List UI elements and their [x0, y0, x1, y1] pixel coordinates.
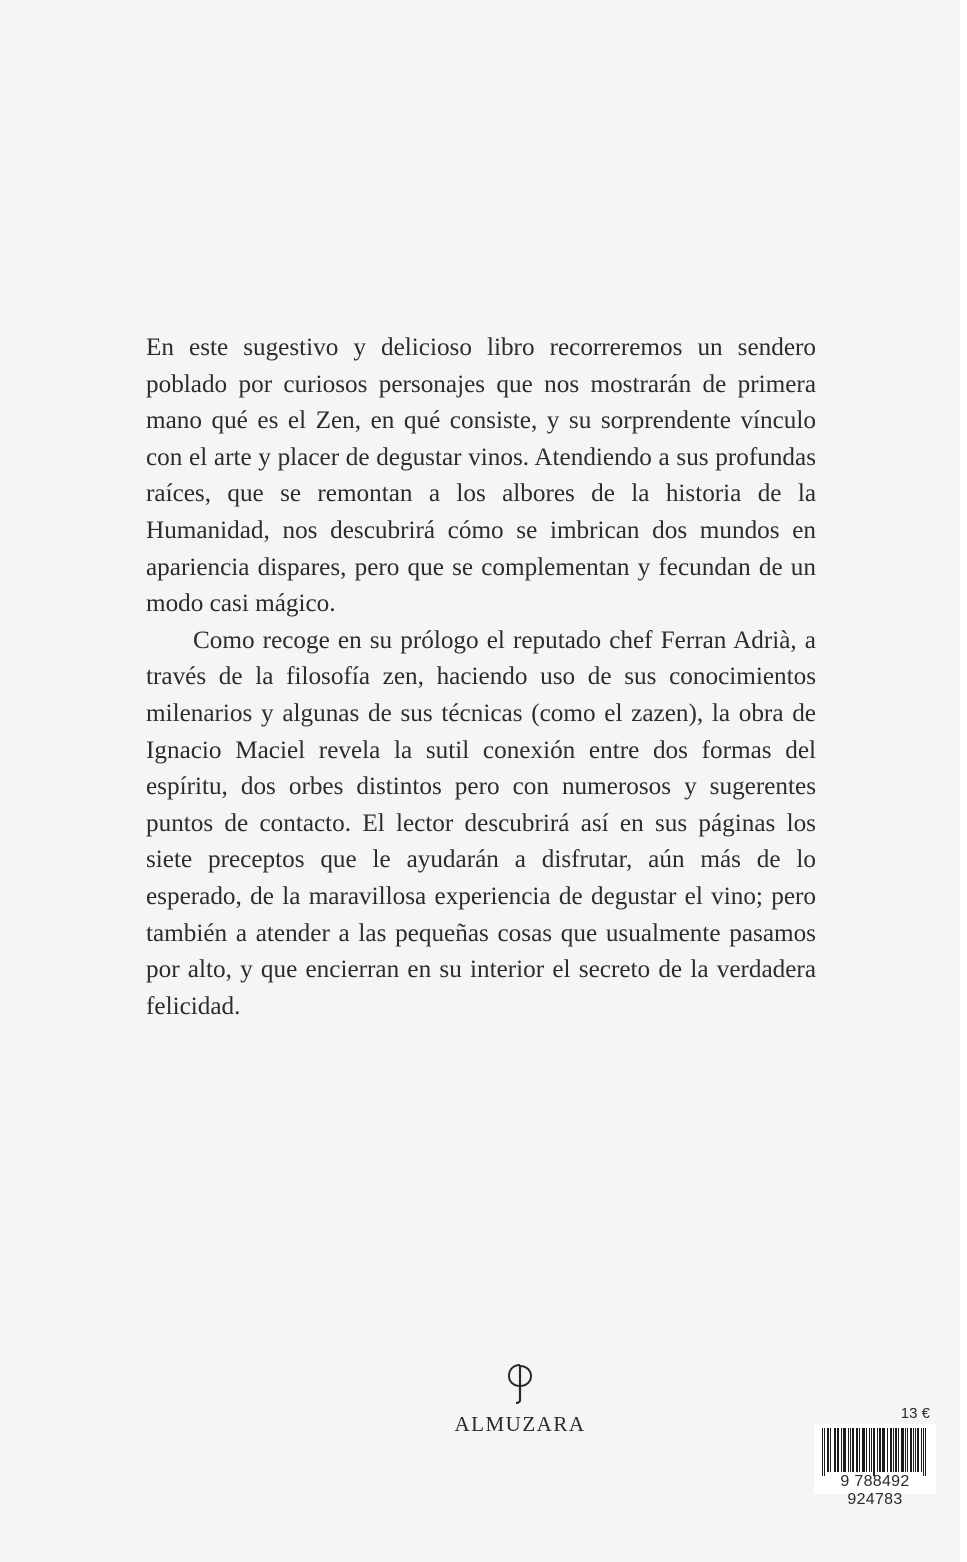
page-edge [960, 0, 967, 1562]
barcode-bar [902, 1428, 903, 1472]
barcode-bar [859, 1428, 860, 1472]
barcode-bar [834, 1428, 835, 1472]
barcode-bar [883, 1428, 884, 1472]
barcode-bar [864, 1428, 865, 1472]
barcode-bar [890, 1428, 891, 1472]
barcode-bar [918, 1428, 919, 1472]
barcode-bar [837, 1428, 838, 1472]
barcode-bar [857, 1428, 858, 1472]
barcode-bar [827, 1428, 828, 1472]
barcode-bar [910, 1428, 911, 1472]
barcode-bar [925, 1428, 926, 1476]
barcode-bar [891, 1428, 892, 1472]
barcode-bar [822, 1428, 823, 1476]
barcode-bar [844, 1428, 845, 1472]
barcode-bar [896, 1428, 897, 1472]
barcode-bar [913, 1428, 914, 1472]
barcode-bar [873, 1428, 874, 1476]
barcode-bar [838, 1428, 839, 1472]
barcode-bar [921, 1428, 922, 1472]
barcode-bar [907, 1428, 908, 1472]
barcode-bar [869, 1428, 870, 1472]
blurb-paragraph-1: En este sugestivo y delicioso libro recorreremos un sendero poblado por curiosos personajes que nos mostrarán de primera mano qué es el Zen, en qué consiste, y su sorprendente vínculo con el arte y placer de degustar vinos. Atendiendo a sus profundas raíces, que se remontan a los albores de la historia de la Humanidad, nos descubrirá cómo se imbrican dos mundos en apariencia dispares, pero que se complementan y fecundan de un modo casi mágico. [146, 334, 816, 618]
price-label: 13 € [900, 1405, 930, 1422]
blurb-paragraph-2: Como recoge en su prólogo el reputado chef Ferran Adrià, a través de la filosofía zen, haciendo uso de sus conocimientos milenarios y algunas de sus técnicas (como el zazen), la obra de Ignacio Maciel revela la sutil conexión entre dos formas del espíritu, dos orbes distintos pero con numerosos y sugerentes puntos de contacto. El lector descubrirá así en sus páginas los siete preceptos que le ayudarán a disfrutar, aún más de lo esperado, de la maravillosa experiencia de degustar el vino; pero también a atender a las pequeñas cosas que usualmente pasamos por alto, y que encierran en su interior el secreto de la verdadera felicidad. [146, 626, 816, 1020]
barcode-bar [879, 1428, 880, 1472]
barcode-bar [848, 1428, 849, 1472]
barcode-bar [828, 1428, 829, 1472]
barcode-bar [917, 1428, 918, 1472]
publisher-logo [440, 1362, 600, 1437]
barcode-bar [850, 1428, 851, 1472]
barcode-bar [901, 1428, 902, 1472]
barcode-bar [887, 1428, 888, 1472]
isbn-number: 9 788492 924783 [840, 1473, 910, 1508]
barcode-bar [871, 1428, 872, 1472]
barcode-bar [841, 1428, 842, 1472]
barcode-bar [863, 1428, 864, 1472]
barcode-bar [853, 1428, 854, 1472]
barcode-bar [905, 1428, 906, 1472]
barcode-bar [830, 1428, 831, 1472]
barcode-bar [874, 1428, 875, 1476]
barcode-bar [895, 1428, 896, 1472]
barcode-bar [893, 1428, 894, 1472]
barcode-bar [880, 1428, 881, 1472]
barcode-bar [835, 1428, 836, 1472]
barcode-bar [877, 1428, 878, 1472]
barcode-bar [856, 1428, 857, 1472]
barcode-bar [903, 1428, 904, 1472]
barcode-bar [884, 1428, 885, 1472]
barcode-bar [845, 1428, 846, 1472]
barcode-bar [862, 1428, 863, 1472]
publisher-name: ALMUZARA [454, 1412, 586, 1436]
almuzara-logo-icon [505, 1362, 535, 1404]
barcode-bar [824, 1428, 825, 1476]
blurb-text [146, 330, 816, 1025]
barcode-bar [843, 1428, 844, 1472]
barcode-bar [915, 1428, 916, 1472]
barcode-bar [866, 1428, 867, 1472]
barcode-bar [898, 1428, 899, 1472]
barcode-bars [822, 1428, 928, 1476]
barcode-bar [852, 1428, 853, 1472]
barcode-bar [911, 1428, 912, 1472]
barcode-bar [923, 1428, 924, 1476]
barcode-bar [882, 1428, 883, 1472]
